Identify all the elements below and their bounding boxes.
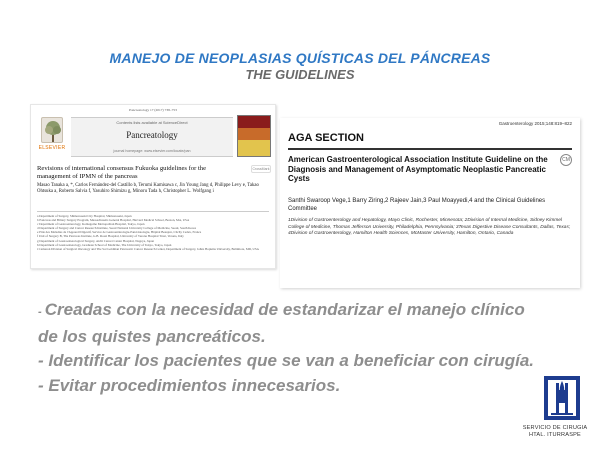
paper-authors: Santhi Swaroop Vege,1 Barry Ziring,2 Rajeev Jain,3 Paul Moayyedi,4 and the Clinical Guidelines Committee (288, 198, 546, 212)
affiliation-line: c Department of Gastroenterology, Komagome Metropolitan Hospital, Tokyo, Japan (37, 222, 145, 227)
journal-reference: Gastroenterology 2015;148:819–822 (498, 121, 572, 126)
affiliation-line: i Cameron Division of Surgical Oncology and The Sol Goldman Pancreatic Cancer Research Center, Department of Surgery, Johns Hopkins University, Baltimore, MD, USA (37, 246, 259, 251)
elsevier-logo (35, 115, 69, 155)
contents-line: Contents lists available at ScienceDirect (116, 120, 188, 125)
journal-name: Pancreatology (126, 130, 178, 140)
affiliation-line: g Department of Gastroenterological Surgery, Aichi Cancer Center Hospital, Nagoya, Japan (37, 238, 155, 243)
tree-icon (41, 117, 63, 143)
hospital-logo-icon (542, 375, 582, 421)
affiliation-line: e Pôle des Maladies de l'Appareil Digestif, Service de Gastroentérologie-Pancréatologie, Hôpital Beaujon, Clichy Cedex, France (37, 230, 202, 235)
affiliation-line: f Unit of Surgery B, The Pancreas Institute, G.B. Rossi Hospital, University of Verona Hospital Trust, Verona, Italy (37, 234, 184, 239)
paper-title: American Gastroenterological Association Institute Guideline on the Diagnosis and Management of Asymptomatic Neoplastic Pancreatic Cysts (288, 155, 548, 183)
aga-paper-thumbnail (280, 118, 580, 288)
crossmark-icon: CM (560, 154, 572, 166)
affiliation-line: a Department of Surgery, Shimonoseki City Hospital, Shimonoseki, Japan (37, 214, 132, 218)
bullet-item: - Identificar los pacientes que se van a beneficiar con cirugía. (38, 351, 534, 370)
paper-affiliations (37, 214, 269, 251)
bullet-list (38, 298, 548, 398)
affiliation-line: b Pancreas and Biliary Surgery Program, Massachusetts General Hospital, Harvard Medical School, Boston, MA, USA (37, 218, 190, 223)
caption-line: HTAL. ITURRASPE (528, 432, 581, 438)
affiliation-line: h Department of Gastroenterology, Graduate School of Medicine, The University of Tokyo, Tokyo, Japan (37, 242, 172, 247)
publisher-logo-text: ELSEVIER (38, 145, 66, 151)
caption-line: SERVICIO DE CIRUGIA (522, 425, 588, 431)
divider (37, 211, 269, 212)
crossmark-icon: CrossMark (252, 167, 270, 171)
paper-authors: Masao Tanaka a, *, Carlos Fernández-del Castillo b, Terumi Kamisawa c, Jin Young Jang d, Philippe Levy e, Takao Ohtsuka a, Roberto Salvia f, Yasuhiro Shimizu g, Minoru Tada h, Christopher L. Wolfgang i (37, 183, 259, 195)
journal-homepage: journal homepage: www.elsevier.com/locate/pan (113, 149, 191, 153)
section-heading: AGA SECTION (288, 132, 364, 144)
slide-subtitle: THE GUIDELINES (245, 67, 355, 82)
paper-citation: Pancreatology 17 (2017) 738–753 (129, 108, 177, 112)
bullet-dash: - (38, 306, 45, 318)
hospital-logo-caption (515, 425, 595, 439)
fukuoka-paper-thumbnail (30, 104, 276, 269)
bullet-text: Creadas con la necesidad de estandarizar el manejo clínico de los quistes pancreáticos. (38, 300, 525, 346)
affiliation-line: d Department of Surgery and Cancer Research Institute, Seoul National University College of Medicine, Seoul, South Korea (37, 226, 197, 231)
journal-band (71, 117, 233, 157)
journal-cover-image (237, 115, 271, 157)
slide-title: MANEJO DE NEOPLASIAS QUÍSTICAS DEL PÁNCREAS (109, 50, 491, 66)
journal-header (35, 115, 273, 159)
divider (288, 148, 572, 150)
paper-title: Revisions of international consensus Fukuoka guidelines for the management of IPMN of the pancreas (37, 165, 207, 180)
bullet-item: - Evitar procedimientos innecesarios. (38, 375, 341, 395)
bullet-item (38, 298, 548, 349)
paper-affiliations: 1Division of Gastroenterology and Hepatology, Mayo Clinic, Rochester, Minnesota; 2Division of Internal Medicine, Sidney Kimmel College of Medicine, Thomas Jefferson University, Philadelphia, Pennsylvania; 3Texas Digestive Disease Consultants, Dallas, Texas; 4Division of Gastroenterology, Hamilton Health Sciences, McMaster University, Hamilton, Ontario, Canada (288, 218, 571, 237)
